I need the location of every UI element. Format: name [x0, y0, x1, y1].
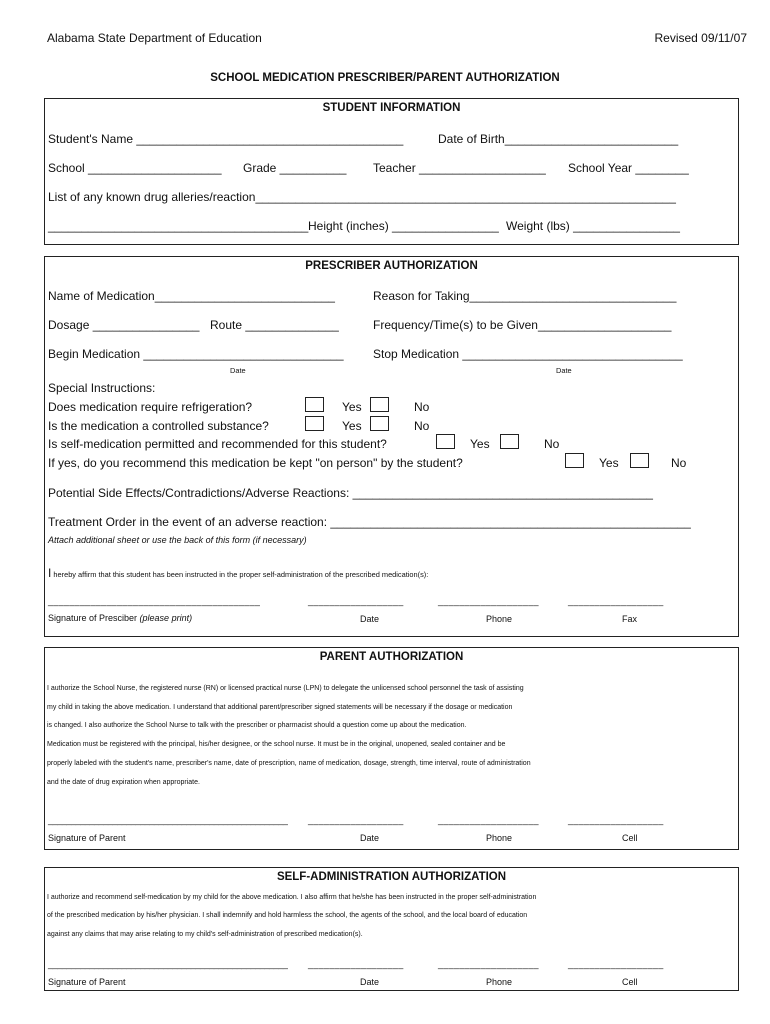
date-of-birth-field[interactable]: Date of Birth__________________________ [438, 132, 679, 146]
frequency-field[interactable]: Frequency/Time(s) to be Given____________________ [373, 318, 672, 332]
on-person-yes-checkbox[interactable] [565, 453, 584, 468]
parent-text-line: Medication must be registered with the principal, his/her designee, or the school nurse. It must be in the original, unopened, sealed container and be [47, 741, 506, 748]
reason-for-taking-field[interactable]: Reason for Taking_______________________________ [373, 289, 677, 303]
parent-cell-caption: Cell [622, 833, 638, 843]
self-admin-cell-line[interactable]: __________________ [568, 959, 664, 969]
parent-text-line: is changed. I also authorize the School Nurse to talk with the prescriber or pharmacist should a question come up about the medication. [47, 722, 467, 729]
school-field[interactable]: School ____________________ [48, 161, 222, 175]
weight-field[interactable]: Weight (lbs) ________________ [506, 219, 680, 233]
self-administration-section [44, 867, 739, 991]
parent-phone-line[interactable]: ___________________ [438, 815, 539, 825]
refrigeration-yes-checkbox[interactable] [305, 397, 324, 412]
stop-date-caption: Date [556, 366, 572, 375]
treatment-order-field[interactable]: Treatment Order in the event of an adverse reaction: ______________________________________________________ [48, 515, 691, 529]
self-admin-date-line[interactable]: __________________ [308, 959, 404, 969]
grade-field[interactable]: Grade __________ [243, 161, 347, 175]
on-person-no-label: No [671, 456, 687, 470]
refrigeration-no-checkbox[interactable] [370, 397, 389, 412]
self-medication-no-label: No [544, 437, 560, 451]
parent-phone-caption: Phone [486, 833, 513, 843]
affirm-statement [48, 564, 428, 582]
agency-name: Alabama State Department of Education [47, 31, 262, 45]
prescriber-date-line[interactable]: __________________ [308, 596, 404, 606]
begin-date-caption: Date [230, 366, 246, 375]
route-field[interactable]: Route ______________ [210, 318, 339, 332]
self-admin-cell-caption: Cell [622, 977, 638, 987]
stop-medication-field[interactable]: Stop Medication _________________________________ [373, 347, 683, 361]
parent-text-line: my child in taking the above medication. I understand that additional parent/prescriber signed statements will be necessary if the dosage or medication [47, 704, 513, 711]
on-person-no-checkbox[interactable] [630, 453, 649, 468]
prescriber-fax-caption: Fax [622, 614, 638, 624]
dosage-field[interactable]: Dosage ________________ [48, 318, 200, 332]
begin-medication-field[interactable]: Begin Medication ______________________________ [48, 347, 344, 361]
controlled-substance-question: Is the medication a controlled substance? [48, 419, 269, 433]
self-admin-date-caption: Date [360, 977, 380, 987]
parent-text-line: properly labeled with the student's name, prescriber's name, date of prescription, name of medication, dosage, strength, time interval, route of administration [47, 760, 531, 767]
school-year-field[interactable]: School Year ________ [568, 161, 689, 175]
side-effects-field[interactable]: Potential Side Effects/Contradictions/Adverse Reactions: _____________________________________________ [48, 486, 653, 500]
self-medication-question: Is self-medication permitted and recommended for this student? [48, 437, 387, 451]
parent-date-line[interactable]: __________________ [308, 815, 404, 825]
student-section-heading: STUDENT INFORMATION [322, 102, 461, 114]
self-admin-phone-caption: Phone [486, 977, 513, 987]
form-title: SCHOOL MEDICATION PRESCRIBER/PARENT AUTHORIZATION [210, 72, 560, 84]
teacher-field[interactable]: Teacher ___________________ [373, 161, 546, 175]
attach-sheet-note: Attach additional sheet or use the back of this form (if necessary) [48, 535, 307, 545]
prescriber-signature-label: Signature of Presciber [48, 613, 140, 623]
controlled-yes-checkbox[interactable] [305, 416, 324, 431]
self-admin-section-heading: SELF-ADMINISTRATION AUTHORIZATION [276, 871, 507, 883]
refrigeration-question: Does medication require refrigeration? [48, 400, 253, 414]
on-person-question: If yes, do you recommend this medication be kept "on person" by the student? [48, 456, 463, 470]
self-admin-phone-line[interactable]: ___________________ [438, 959, 539, 969]
prescriber-phone-line[interactable]: ___________________ [438, 596, 539, 606]
prescriber-signature-caption [48, 613, 192, 623]
parent-text-line: I authorize the School Nurse, the registered nurse (RN) or licensed practical nurse (LPN) to delegate the unlicensed school personnel the task of assisting [47, 685, 524, 692]
self-admin-text-line: I authorize and recommend self-medication by my child for the above medication. I also affirm that he/she has been instructed in the proper self-administration [47, 894, 537, 901]
height-field[interactable]: Height (inches) ________________ [308, 219, 499, 233]
refrigeration-yes-label: Yes [342, 400, 362, 414]
affirm-text: hereby affirm that this student has been instructed in the proper self-administration of the prescribed medication(s): [51, 570, 429, 579]
student-name-field[interactable]: Student's Name ________________________________________ [48, 132, 404, 146]
allergies-continuation-line[interactable]: _______________________________________ [48, 219, 309, 233]
medication-name-field[interactable]: Name of Medication___________________________ [48, 289, 335, 303]
prescriber-section-heading: PRESCRIBER AUTHORIZATION [305, 260, 478, 272]
self-medication-no-checkbox[interactable] [500, 434, 519, 449]
prescriber-fax-line[interactable]: __________________ [568, 596, 664, 606]
parent-text-line: and the date of drug expiration when appropriate. [47, 779, 200, 786]
self-admin-signature-caption: Signature of Parent [48, 977, 126, 987]
prescriber-phone-caption: Phone [486, 614, 513, 624]
special-instructions-label: Special Instructions: [48, 381, 156, 395]
parent-signature-caption: Signature of Parent [48, 833, 126, 843]
self-admin-text-line: of the prescribed medication by his/her physician. I shall indemnify and hold harmless the school, the agents of the school, and the local board of education [47, 912, 528, 919]
controlled-yes-label: Yes [342, 419, 362, 433]
prescriber-signature-line[interactable]: ________________________________________ [48, 596, 261, 606]
parent-date-caption: Date [360, 833, 380, 843]
prescriber-date-caption: Date [360, 614, 380, 624]
controlled-no-label: No [414, 419, 430, 433]
on-person-yes-label: Yes [599, 456, 619, 470]
refrigeration-no-label: No [414, 400, 430, 414]
parent-cell-line[interactable]: __________________ [568, 815, 664, 825]
self-admin-signature-line[interactable]: ____________________________________________________ [48, 959, 288, 969]
please-print-note: (please print) [139, 613, 193, 623]
self-medication-yes-label: Yes [470, 437, 490, 451]
parent-signature-line[interactable]: ____________________________________________________ [48, 815, 288, 825]
controlled-no-checkbox[interactable] [370, 416, 389, 431]
parent-section-heading: PARENT AUTHORIZATION [319, 651, 464, 663]
self-medication-yes-checkbox[interactable] [436, 434, 455, 449]
drug-allergies-field[interactable]: List of any known drug alleries/reaction_______________________________________________________________ [48, 190, 676, 204]
affirm-initial: I [48, 566, 52, 580]
revised-date: Revised 09/11/07 [654, 31, 747, 45]
self-admin-text-line: against any claims that may arise relating to my child's self-administration of prescribed medication(s). [47, 931, 363, 938]
